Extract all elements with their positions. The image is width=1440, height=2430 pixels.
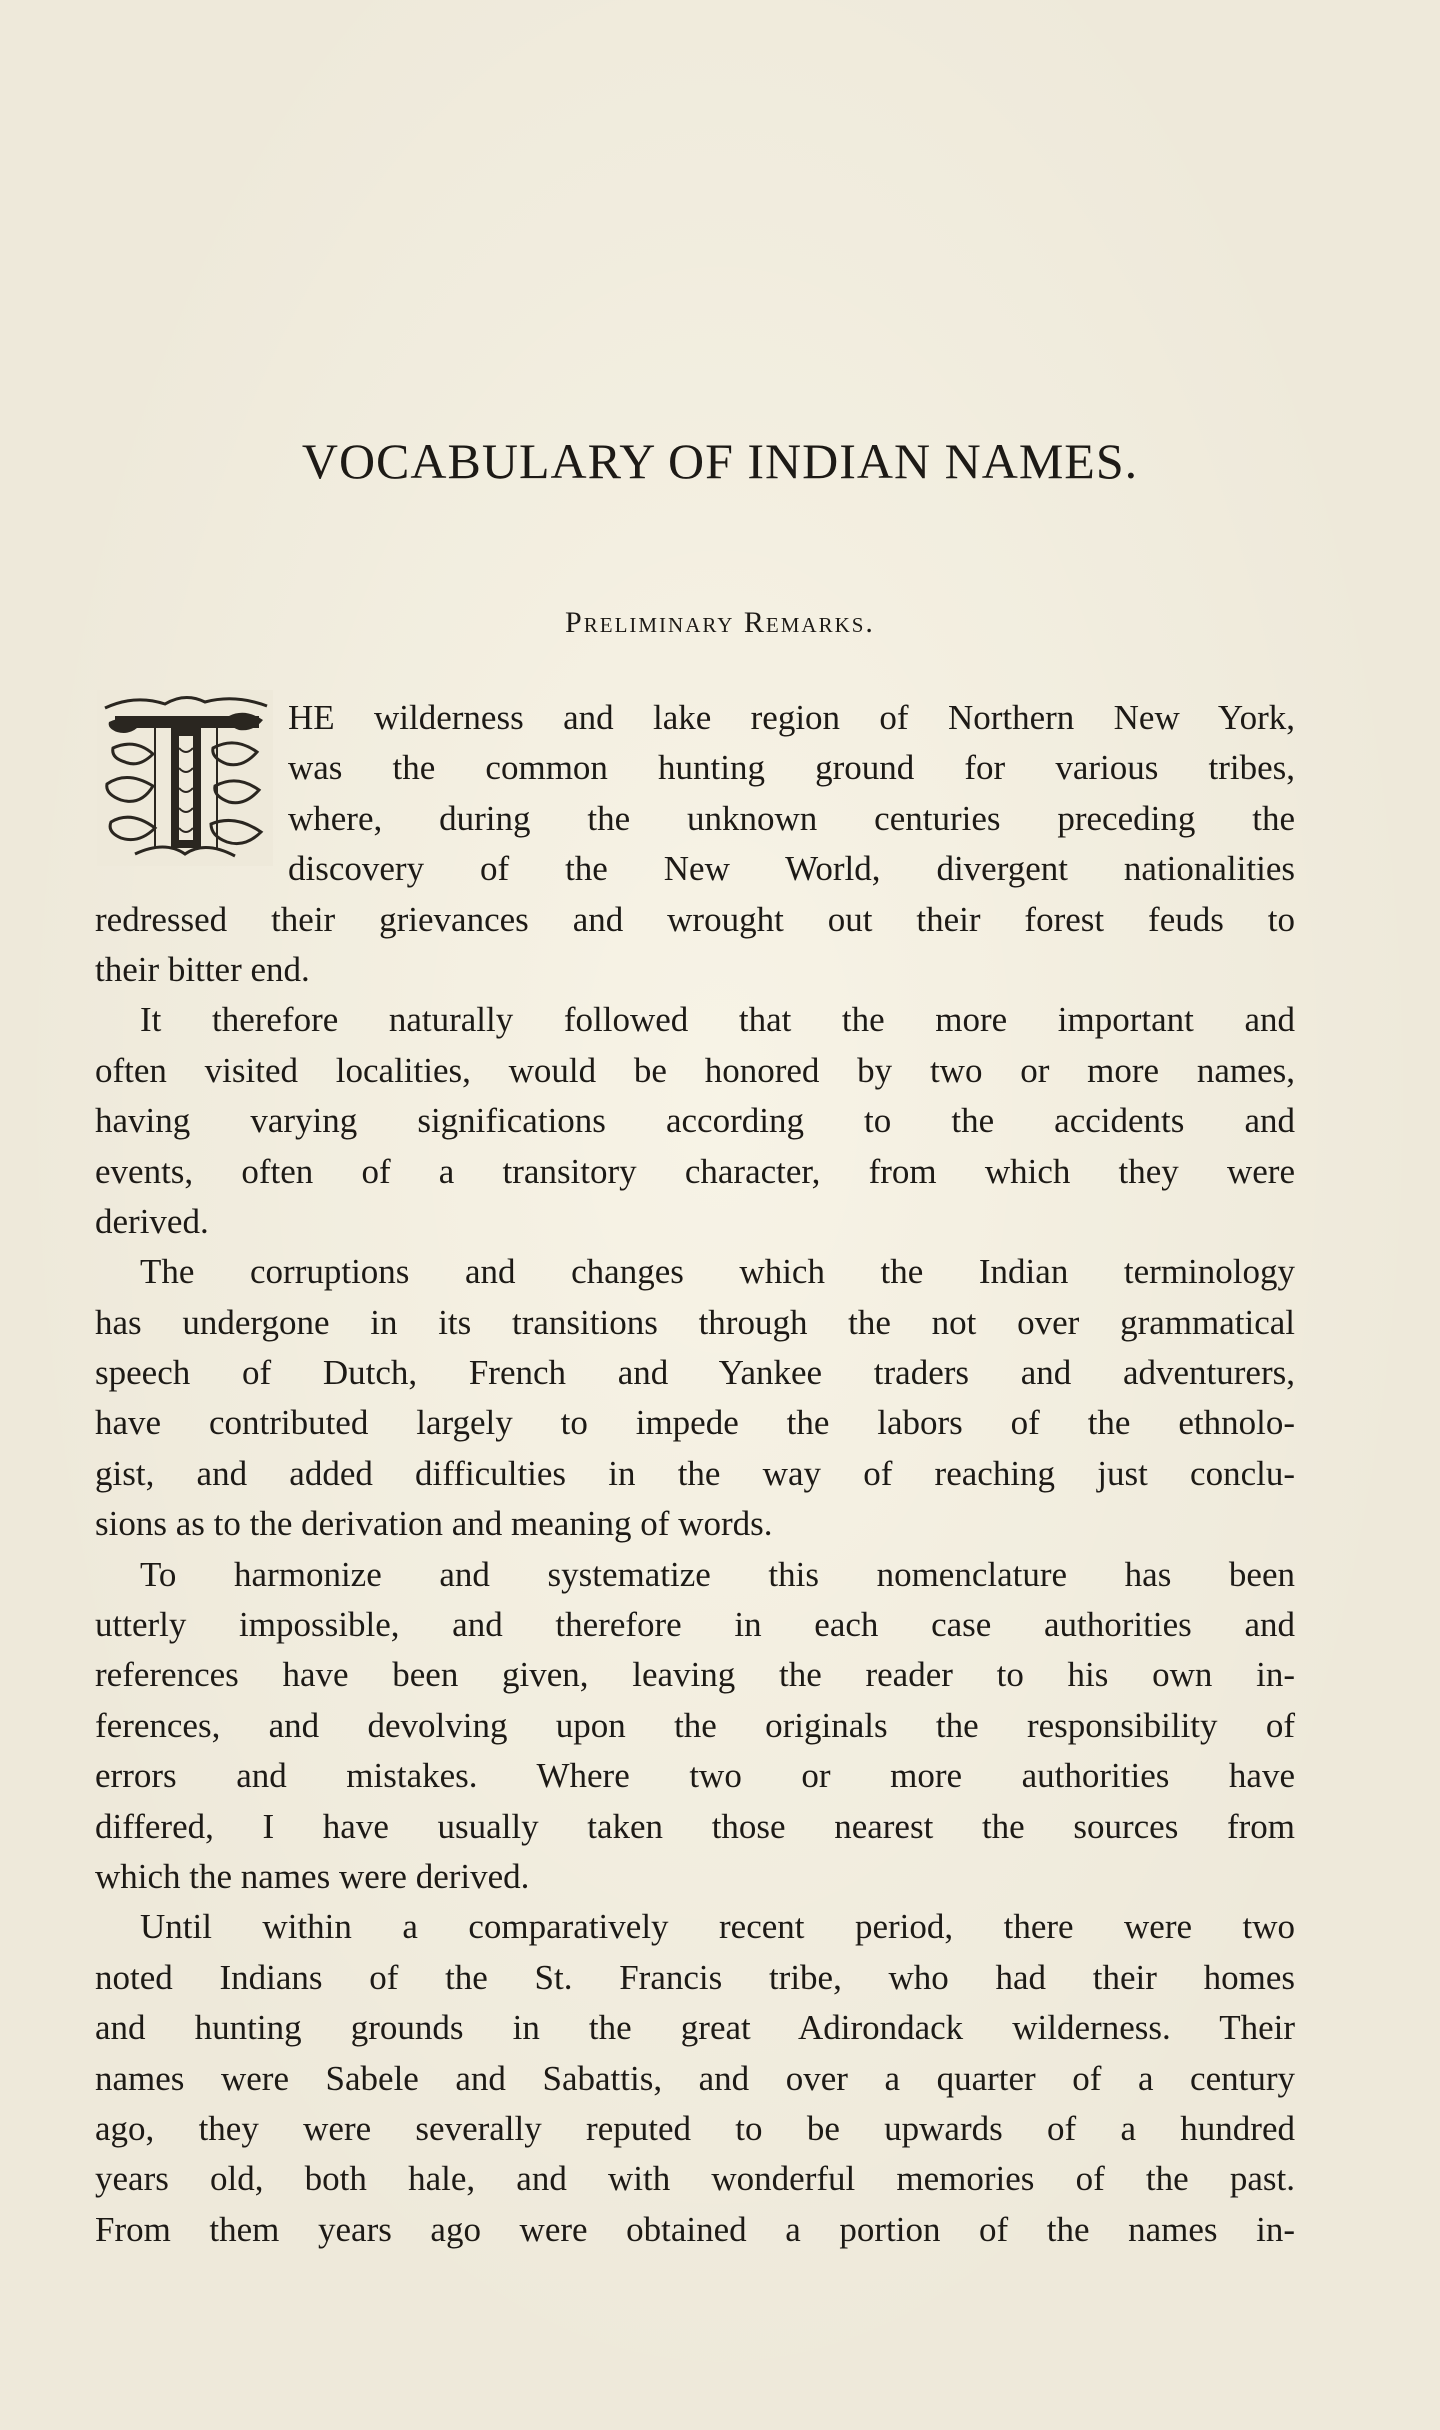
text-line: ago, they were severally reputed to be upwards of a hundred — [95, 2108, 1295, 2148]
text-line: redressed their grievances and wrought out their forest feuds to — [95, 899, 1295, 939]
text-line: noted Indians of the St. Francis tribe, who had their homes — [95, 1957, 1295, 1997]
text-line: speech of Dutch, French and Yankee traders and adventurers, — [95, 1353, 1295, 1393]
text-line: From them years ago were obtained a portion of the names in- — [95, 2209, 1295, 2249]
page-title: VOCABULARY OF INDIAN NAMES. — [301, 433, 1139, 489]
text-line: references have been given, leaving the reader to his own in- — [95, 1655, 1295, 1695]
text-line: names were Sabele and Sabattis, and over a quarter of a century — [95, 2058, 1295, 2098]
text-line: differed, I have usually taken those nearest the sources from — [95, 1806, 1295, 1846]
section-subtitle: Preliminary Remarks. — [565, 606, 875, 639]
text-line: derived. — [95, 1201, 209, 1241]
text-line: discovery of the New World, divergent nationalities — [288, 849, 1295, 889]
text-line: events, often of a transitory character, from which they were — [95, 1151, 1295, 1191]
text-line: Until within a comparatively recent period, there were two — [140, 1907, 1295, 1947]
text-line: often visited localities, would be honored by two or more names, — [95, 1050, 1295, 1090]
text-line: and hunting grounds in the great Adirondack wilderness. Their — [95, 2008, 1295, 2048]
text-line: gist, and added difficulties in the way of reaching just conclu- — [95, 1453, 1295, 1493]
text-line: The corruptions and changes which the Indian terminology — [140, 1252, 1295, 1292]
text-line: errors and mistakes. Where two or more authorities have — [95, 1756, 1295, 1796]
text-line: where, during the unknown centuries preceding the — [288, 798, 1295, 838]
text-line: To harmonize and systematize this nomenclature has been — [140, 1554, 1295, 1594]
text-line: has undergone in its transitions through the not over grammatical — [95, 1302, 1295, 1342]
text-line: have contributed largely to impede the labors of the ethnolo- — [95, 1403, 1295, 1443]
text-line: utterly impossible, and therefore in each case authorities and — [95, 1605, 1295, 1645]
text-line: ferences, and devolving upon the originals the responsibility of — [95, 1705, 1295, 1745]
body-text — [95, 693, 1295, 2255]
text-line: having varying significations according to the accidents and — [95, 1101, 1295, 1141]
text-line: their bitter end. — [95, 949, 310, 989]
text-line: was the common hunting ground for various tribes, — [288, 748, 1295, 788]
text-line: sions as to the derivation and meaning of words. — [95, 1504, 773, 1544]
text-line: It therefore naturally followed that the more important and — [140, 1000, 1295, 1040]
text-line: HE wilderness and lake region of Northern New York, — [288, 698, 1295, 737]
text-line: which the names were derived. — [95, 1856, 530, 1896]
text-line: years old, both hale, and with wonderful memories of the past. — [95, 2159, 1295, 2199]
